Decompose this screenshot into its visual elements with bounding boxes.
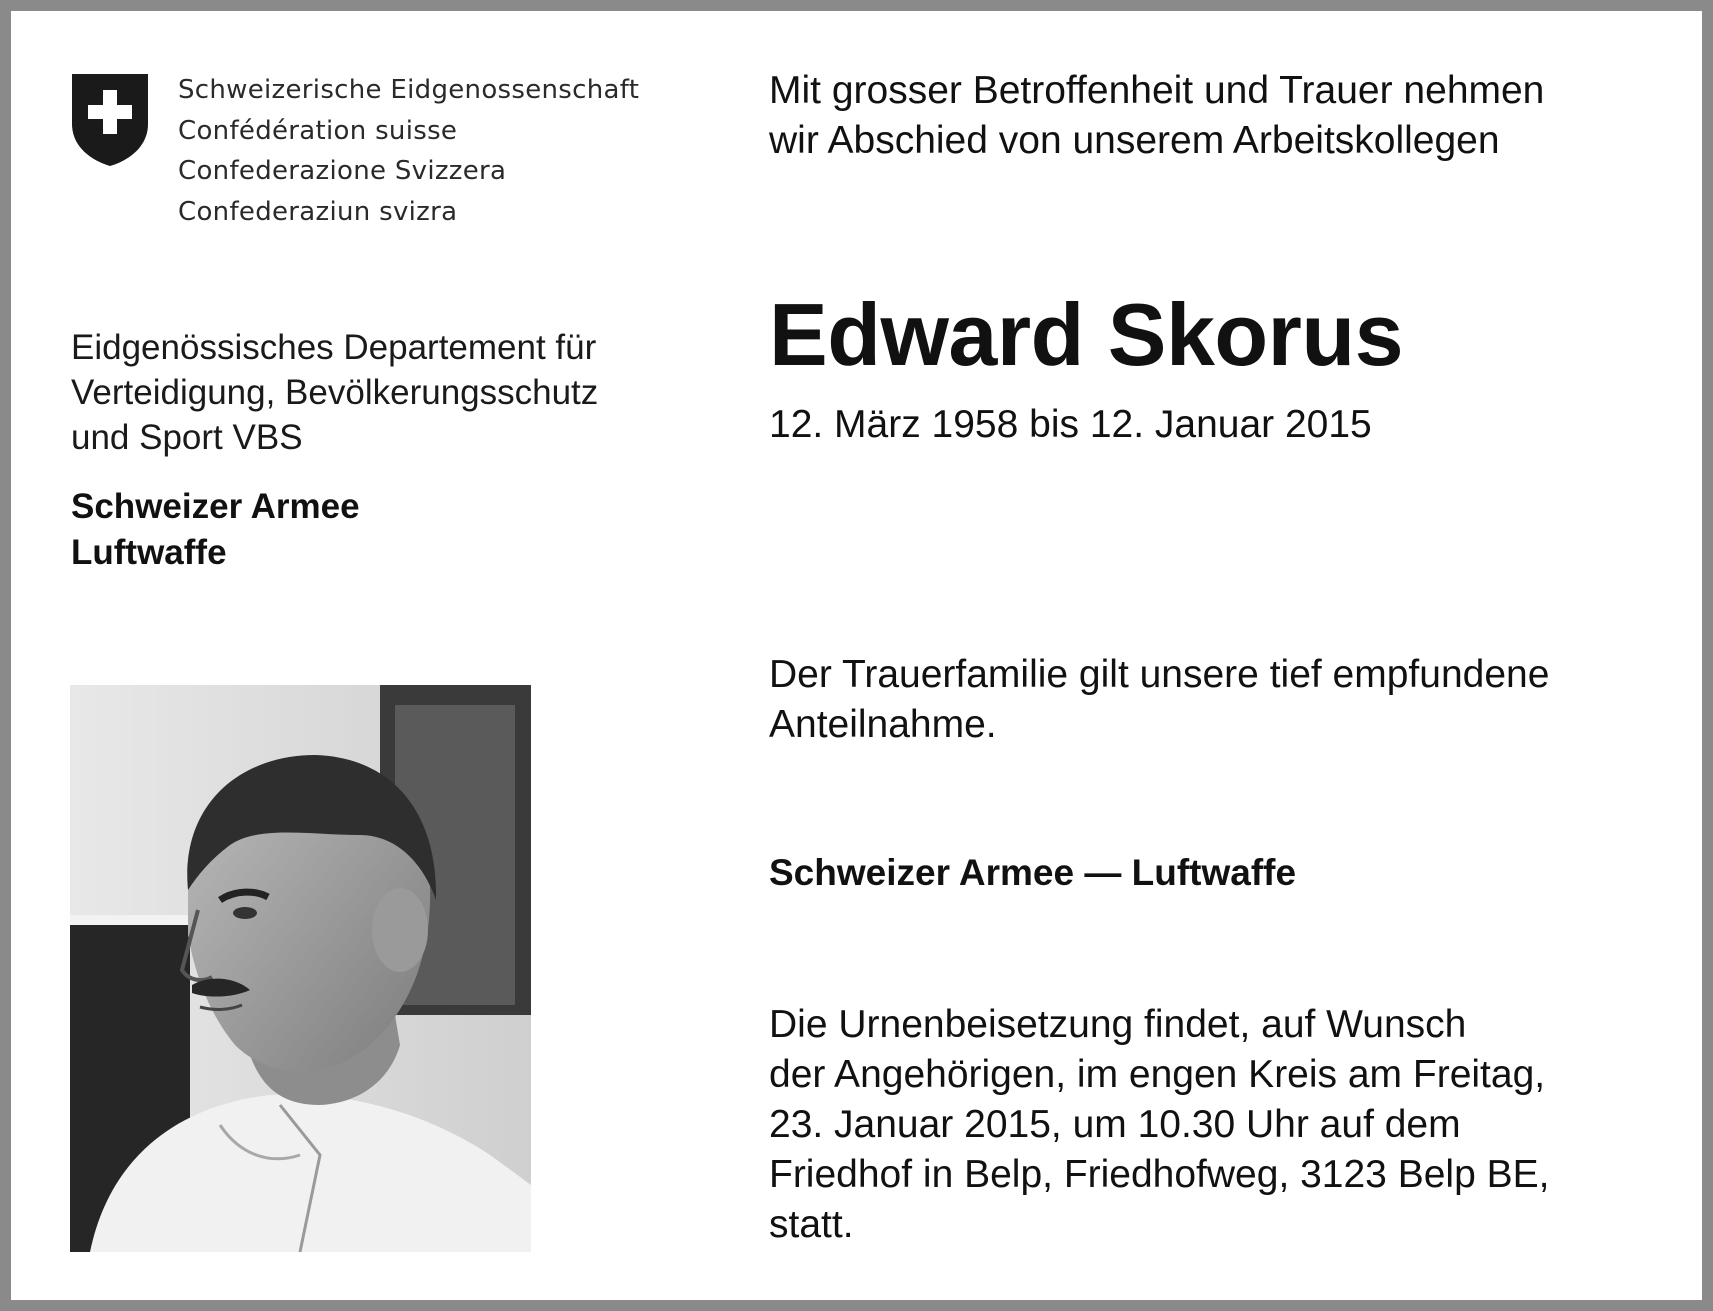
burial-line: Friedhof in Belp, Friedhofweg, 3123 Belp BE, xyxy=(769,1153,1550,1196)
condolence-line: Der Trauerfamilie gilt unsere tief empfundene xyxy=(769,653,1550,696)
confederation-line-fr: Confédération suisse xyxy=(178,115,458,146)
confederation-names xyxy=(178,70,738,232)
confederation-line-it: Confederazione Svizzera xyxy=(178,156,507,186)
swiss-shield-icon xyxy=(70,72,150,167)
condolence-text xyxy=(769,650,1669,750)
burial-line: 23. Januar 2015, um 10.30 Uhr auf dem xyxy=(769,1103,1461,1146)
confederation-line-rm: Confederaziun svizra xyxy=(178,196,458,227)
department-name xyxy=(71,325,671,460)
burial-line: Die Urnenbeisetzung findet, auf Wunsch xyxy=(769,1003,1467,1046)
intro-line: wir Abschied von unserem Arbeitskollegen xyxy=(769,119,1500,162)
deceased-name: Edward Skorus xyxy=(769,285,1404,384)
burial-text xyxy=(769,1000,1669,1250)
unit-line: Luftwaffe xyxy=(71,533,227,572)
portrait-illustration xyxy=(70,685,531,1252)
unit-name xyxy=(71,484,571,576)
confederation-line-de: Schweizerische Eidgenossenschaft xyxy=(178,75,640,105)
condolence-line: Anteilnahme. xyxy=(769,703,997,746)
department-line: Eidgenössisches Departement für xyxy=(71,328,597,367)
burial-line: statt. xyxy=(769,1203,854,1246)
unit-line: Schweizer Armee xyxy=(71,487,360,526)
life-dates: 12. März 1958 bis 12. Januar 2015 xyxy=(769,403,1372,446)
portrait-photo xyxy=(70,685,531,1252)
signature: Schweizer Armee — Luftwaffe xyxy=(769,852,1297,893)
department-line: und Sport VBS xyxy=(71,418,303,457)
burial-line: der Angehörigen, im engen Kreis am Freitag, xyxy=(769,1053,1546,1096)
department-line: Verteidigung, Bevölkerungsschutz xyxy=(71,373,599,412)
intro-line: Mit grosser Betroffenheit und Trauer nehmen xyxy=(769,69,1545,112)
intro-text xyxy=(769,66,1669,166)
